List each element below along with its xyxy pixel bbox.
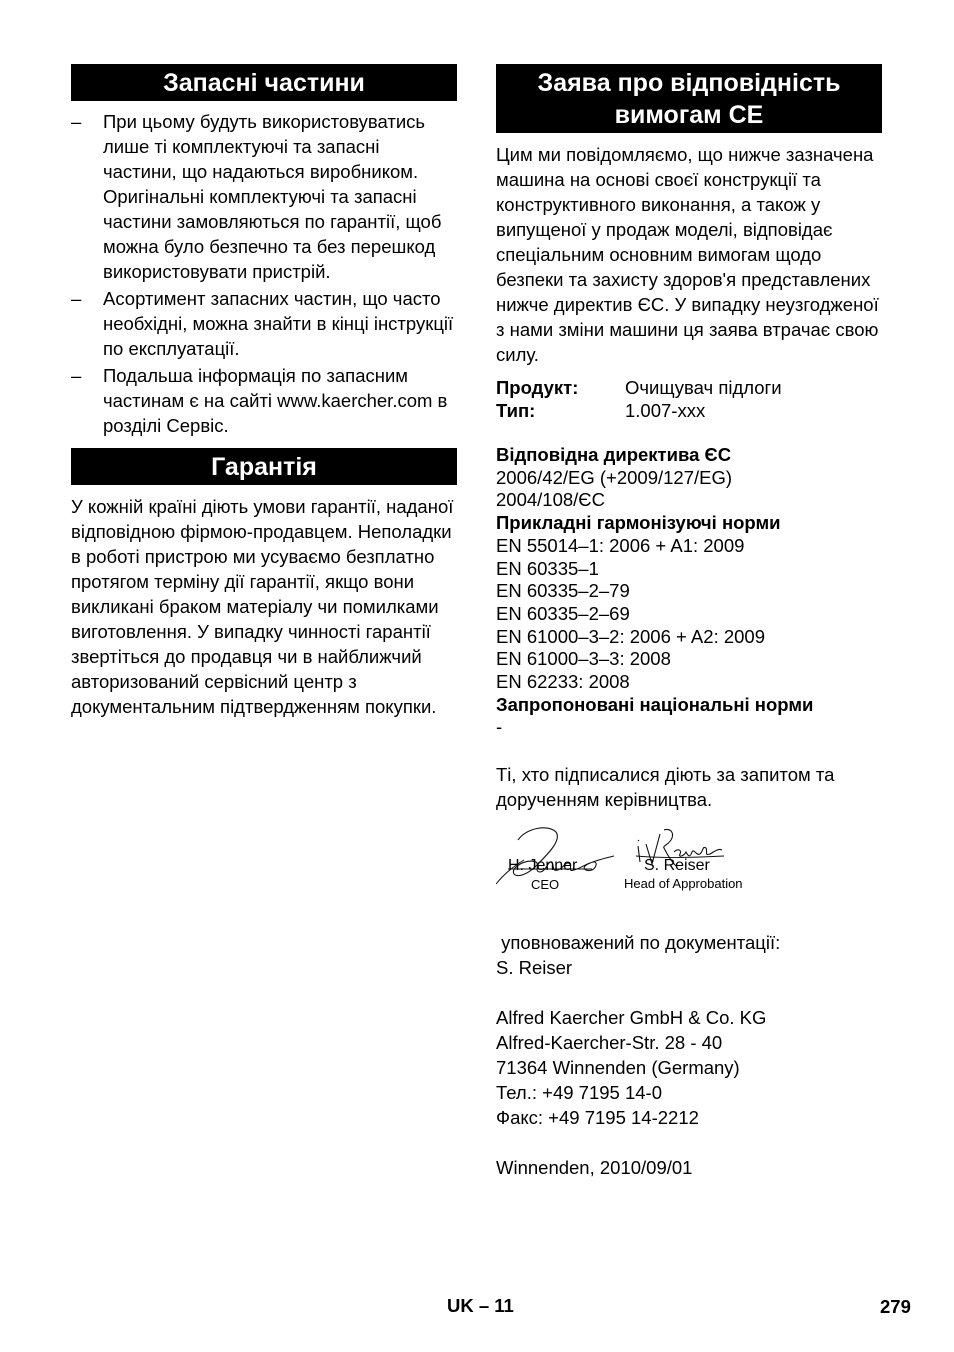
harmonized-item: EN 60335–2–79 xyxy=(496,580,630,602)
national-heading: Запропоновані національні норми xyxy=(496,693,814,715)
signature-block xyxy=(496,822,882,930)
signed-text: Ті, хто підписалися діють за запитом та дорученням керівництва. xyxy=(496,764,835,811)
company-address xyxy=(496,1005,882,1130)
type-label: Тип: xyxy=(496,400,536,421)
signatory-1-name: H. Jenner xyxy=(508,857,578,875)
list-item: – При цьому будуть використовуватись лише ті комплектуючі та запасні частини, що надаються виробником. Оригінальні комплектуючі та запасні частини замовляються по гарантії, щоб можна було безпечно та без перешкод використовувати пристрій. xyxy=(71,111,442,282)
harmonized-item: EN 60335–1 xyxy=(496,557,599,579)
list-item: – Асортимент запасних частин, що часто необхідні, можна знайти в кінці інструкції по експлуатації. xyxy=(71,288,454,359)
product-row xyxy=(496,376,882,399)
list-item: – Подальша інформація по запасним частинам є на сайті www.kaercher.com в розділі Сервіс. xyxy=(71,365,448,436)
type-row xyxy=(496,399,882,422)
declaration-intro: Цим ми повідомляємо, що нижче зазначена машина на основі своєї конструкції та конструктивного виконання, а також у випущеної у продаж моделі, відповідає спеціальним основним вимогам щодо безпеки та захисту здоров'я представлених нижче директив ЄС. У випадку неузгодженої з нами зміни машини ця заява втрачає свою силу. xyxy=(496,144,879,365)
product-label: Продукт: xyxy=(496,377,579,398)
warranty-heading: Гарантія xyxy=(71,448,457,485)
footer-section-label: UK – 11 xyxy=(447,1295,514,1316)
authorized-name: S. Reiser xyxy=(496,957,573,979)
spare-parts-heading: Запасні частини xyxy=(71,64,457,101)
declaration-heading: Заява про відповідність вимогам CE xyxy=(496,64,882,133)
company-line: Тел.: +49 7195 14-0 xyxy=(496,1082,662,1104)
directive-item: 2006/42/EG (+2009/127/EG) xyxy=(496,466,733,488)
harmonized-item: EN 60335–2–69 xyxy=(496,602,630,624)
spare-parts-list xyxy=(71,109,457,438)
company-line: Факс: +49 7195 14-2212 xyxy=(496,1107,699,1129)
page-number: 279 xyxy=(880,1296,911,1317)
harmonized-item: EN 62233: 2008 xyxy=(496,671,630,693)
left-column xyxy=(71,64,457,719)
directive-heading: Відповідна директива ЄС xyxy=(496,444,732,465)
type-value: 1.007-xxx xyxy=(625,400,706,421)
authorized-block xyxy=(496,930,882,980)
warranty-text: У кожній країні діють умови гарантії, наданої відповідною фірмою-продавцем. Неполадки в роботі пристрою ми усуваємо безплатно протягом терміну дії гарантії, якщо вони викликані браком матеріалу чи помилками виготовлення. У випадку чинності гарантії звертіться до продавця чи в найближчий авторизований сервісний центр з документальним підтвердженням покупки. xyxy=(71,496,454,717)
harmonized-item: EN 61000–3–3: 2008 xyxy=(496,648,671,670)
dash-marker: – xyxy=(71,111,82,132)
authorized-label: уповноважений по документації: xyxy=(496,932,781,954)
national-value: - xyxy=(496,716,503,738)
product-value: Очищувач підлоги xyxy=(625,377,782,398)
signatory-2-name: S. Reiser xyxy=(644,857,710,875)
signatory-2-title: Head of Approbation xyxy=(624,876,743,892)
norms-block xyxy=(496,444,882,739)
company-line: Alfred-Kaercher-Str. 28 - 40 xyxy=(496,1032,723,1054)
dash-marker: – xyxy=(71,365,82,386)
harmonized-item: EN 61000–3–2: 2006 + A2: 2009 xyxy=(496,625,765,647)
dash-marker: – xyxy=(71,288,82,309)
product-info xyxy=(496,376,882,422)
place-date: Winnenden, 2010/09/01 xyxy=(496,1157,693,1179)
directive-item: 2004/108/ЄС xyxy=(496,489,605,511)
harmonized-item: EN 55014–1: 2006 + A1: 2009 xyxy=(496,534,745,556)
signatory-1-title: CEO xyxy=(531,877,560,893)
right-column xyxy=(496,64,882,1180)
company-line: Alfred Kaercher GmbH & Co. KG xyxy=(496,1007,767,1029)
harmonized-heading: Прикладні гармонізуючі норми xyxy=(496,512,781,534)
company-line: 71364 Winnenden (Germany) xyxy=(496,1057,740,1079)
